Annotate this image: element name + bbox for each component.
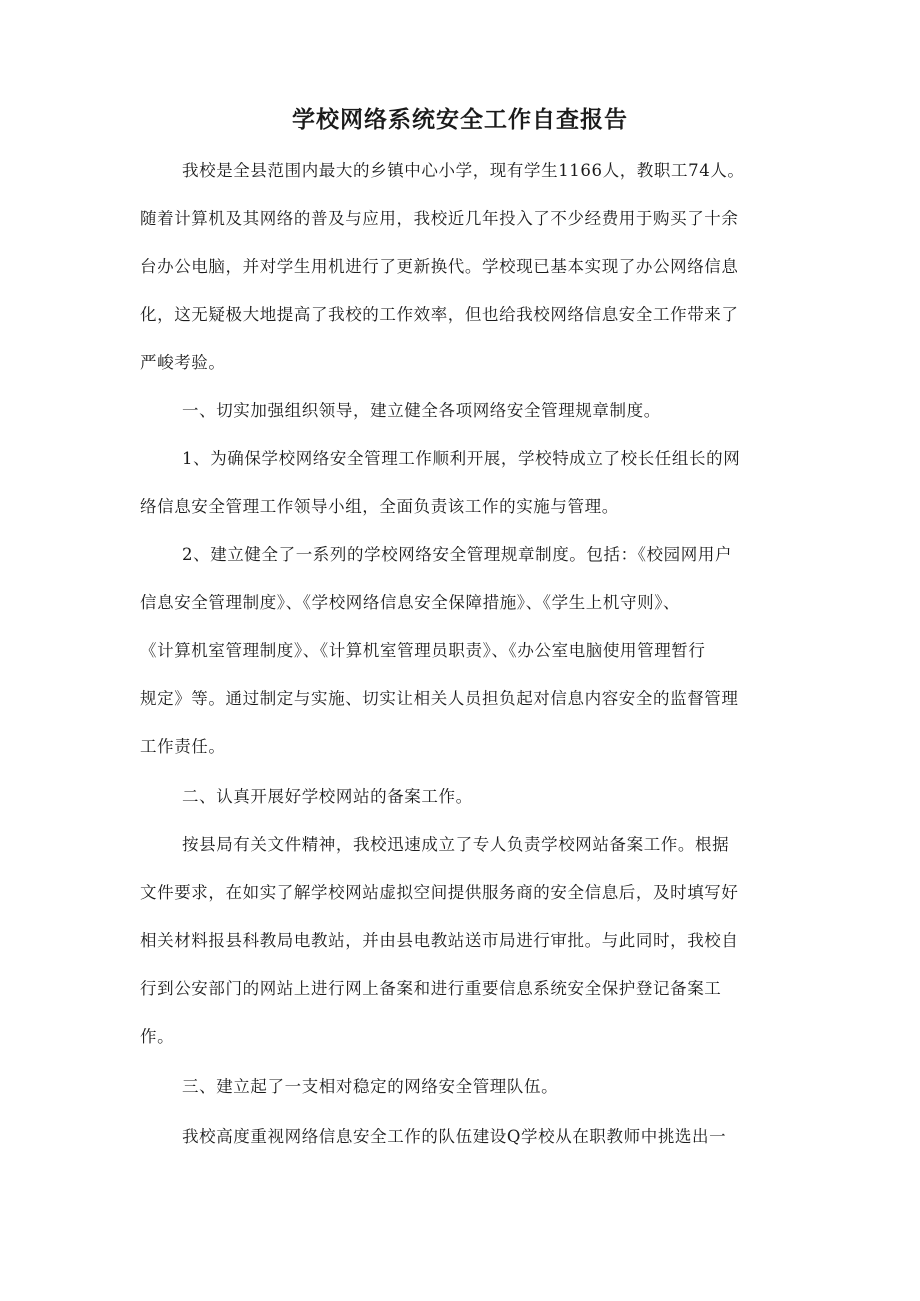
document-title: 学校网络系统安全工作自查报告 xyxy=(292,107,628,133)
paragraph-line: 台办公电脑，并对学生用机进行了更新换代。学校现已基本实现了办公网络信息 xyxy=(140,257,739,276)
paragraph-line: 化，这无疑极大地提高了我校的工作效率，但也给我校网络信息安全工作带来了 xyxy=(140,305,739,324)
paragraph-line: 信息安全管理制度》、《学校网络信息安全保障措施》、《学生上机守则》、 xyxy=(140,593,681,612)
paragraph-line: 按县局有关文件精神，我校迅速成立了专人负责学校网站备案工作。根据 xyxy=(182,835,730,854)
paragraph-line: 作。 xyxy=(140,1027,175,1046)
paragraph-line: 相关材料报县科教局电教站，并由县电教站送市局进行审批。与此同时，我校自 xyxy=(140,931,739,950)
paragraph-line: 《计算机室管理制度》、《计算机室管理员职责》、《办公室电脑使用管理暂行 xyxy=(140,641,706,660)
paragraph-line: 我校高度重视网络信息安全工作的队伍建设Q学校从在职教师中挑选出一 xyxy=(182,1127,727,1146)
paragraph-line: 1、为确保学校网络安全管理工作顺利开展，学校特成立了校长任组长的网 xyxy=(182,449,741,468)
section-heading: 一、切实加强组织领导，建立健全各项网络安全管理规章制度。 xyxy=(182,401,661,420)
paragraph-line: 规定》等。通过制定与实施、切实让相关人员担负起对信息内容安全的监督管理 xyxy=(140,689,739,708)
section-heading: 三、建立起了一支相对稳定的网络安全管理队伍。 xyxy=(182,1077,559,1096)
paragraph-line: 严峻考验。 xyxy=(140,353,226,372)
paragraph-line: 随着计算机及其网络的普及与应用，我校近几年投入了不少经费用于购买了十余 xyxy=(140,209,739,228)
paragraph-line: 我校是全县范围内最大的乡镇中心小学，现有学生1166人，教职工74人。 xyxy=(182,161,745,180)
paragraph-line: 行到公安部门的网站上进行网上备案和进行重要信息系统安全保护登记备案工 xyxy=(140,979,722,998)
paragraph-line: 文件要求，在如实了解学校网站虚拟空间提供服务商的安全信息后，及时填写好 xyxy=(140,883,739,902)
paragraph-line: 2、建立健全了一系列的学校网络安全管理规章制度。包括：《校园网用户 xyxy=(182,545,733,564)
paragraph-line: 工作责任。 xyxy=(140,737,226,756)
section-heading: 二、认真开展好学校网站的备案工作。 xyxy=(182,787,473,806)
paragraph-line: 络信息安全管理工作领导小组，全面负责该工作的实施与管理。 xyxy=(140,497,619,516)
